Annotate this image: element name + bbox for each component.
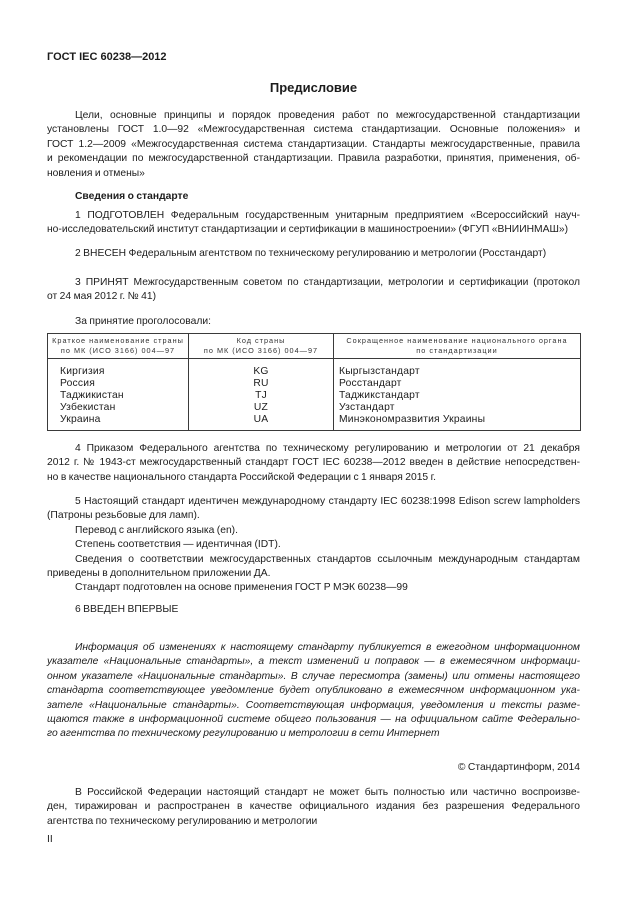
table-row [48, 414, 581, 431]
table-cell-body: Узстандарт [334, 402, 581, 414]
table-header-row [48, 334, 581, 359]
column-header-line: Сокращенное наименование национального органа [346, 336, 568, 345]
table-cell-code: UA [189, 414, 334, 431]
table-row [48, 359, 581, 379]
info-notice-line: щаются также в информационной системе общего пользования — на официальном сайте Федерально- [47, 714, 580, 726]
section-heading [47, 190, 580, 204]
item-identity-line: 5 Настоящий стандарт идентичен международному стандарту IEC 60238:1998 Edison screw lampholders [75, 496, 580, 507]
preface-intro-line: и рекомендации по межгосударственной стандартизации. Правила разработки, принятия, применения, об- [47, 153, 580, 165]
table-cell-body: Кыргызстандарт [334, 359, 581, 379]
item-adopted-line: 3 ПРИНЯТ Межгосударственным советом по стандартизации, метрологии и сертификации (протокол [75, 277, 580, 288]
item-identity-line: (Патроны резьбовые для ламп). [47, 510, 200, 522]
preface-intro-line: Цели, основные принципы и порядок проведения работ по межгосударственной стандартизации [75, 110, 580, 121]
column-header-line: Краткое наименование страны [52, 336, 184, 345]
item-introduced [47, 247, 580, 261]
page-number-text: II [47, 834, 53, 845]
section-heading-text: Сведения о стандарте [75, 191, 189, 202]
preface-intro [47, 109, 580, 181]
item-first-edition [47, 603, 580, 617]
reproduction-notice-line: В Российской Федерации настоящий стандарт не может быть полностью или частично воспроизве- [75, 787, 580, 798]
table-cell-country: Украина [48, 414, 189, 431]
column-header-country [48, 334, 189, 359]
item-prepared [47, 209, 580, 238]
column-header-line: по стандартизации [416, 346, 498, 355]
item-first-edition-line: 6 ВВЕДЕН ВПЕРВЫЕ [75, 604, 179, 615]
vote-table [47, 333, 581, 431]
item-enacted-line: 4 Приказом Федерального агентства по техническому регулированию и метрологии от 21 декабря [75, 443, 580, 454]
column-header-code [189, 334, 334, 359]
item-adopted-line: от 24 мая 2012 г. № 41) [47, 291, 157, 303]
column-header-line: по МК (ИСО 3166) 004—97 [203, 346, 319, 355]
reproduction-notice [47, 786, 580, 829]
table-cell-body: Минэкономразвития Украины [334, 414, 581, 431]
item-enacted-line: 2012 г. № 1943-ст межгосударственный стандарт ГОСТ IEC 60238—2012 введен в действие непосредствен- [47, 457, 580, 469]
translation-note: Перевод с английского языка (en). [75, 524, 238, 536]
reproduction-notice-line: ден, тиражирован и распространен в качестве официального издания без разрешения Федерального [47, 801, 580, 813]
table-cell-code: KG [189, 359, 334, 379]
info-notice [47, 641, 580, 742]
item-enacted-line: но в качестве национального стандарта Российской Федерации с 1 января 2015 г. [47, 471, 436, 483]
page-title: Предисловие [269, 80, 358, 95]
column-header-line: по МК (ИСО 3166) 004—97 [60, 346, 176, 355]
basis-note: Стандарт подготовлен на основе применения ГОСТ Р МЭК 60238—99 [75, 582, 408, 594]
preface-intro-line: ГОСТ 1.2—2009 «Межгосударственная система стандартизации. Стандарты межгосударственные, правила [47, 138, 580, 150]
document-code-header: ГОСТ IEC 60238—2012 [47, 51, 167, 63]
info-notice-line: Информация об изменениях к настоящему стандарту публикуется в ежегодном информационном [75, 642, 580, 653]
reproduction-notice-line: агентства по техническому регулированию и метрологии [47, 815, 318, 827]
table-row [48, 390, 581, 402]
column-header-line: Код страны [236, 336, 286, 345]
table-cell-code: RU [189, 378, 334, 390]
table-cell-country: Узбекистан [48, 402, 189, 414]
column-header-body [334, 334, 581, 359]
table-cell-code: UZ [189, 402, 334, 414]
preface-intro-line: новления и отмены» [47, 167, 145, 179]
table-cell-country: Киргизия [48, 359, 189, 379]
item-adopted [47, 276, 580, 305]
references-note-line: приведены в дополнительном приложении ДА. [47, 568, 271, 580]
item-prepared-line: 1 ПОДГОТОВЛЕН Федеральным государственным унитарным предприятием «Всероссийский науч- [75, 210, 580, 221]
table-row [48, 402, 581, 414]
copyright-text: © Стандартинформ, 2014 [457, 762, 580, 773]
votes-caption [47, 315, 580, 329]
item-identity [47, 495, 580, 596]
info-notice-line: зателе «Национальные стандарты». Соответствующая информация, уведомления и тексты разме- [47, 699, 580, 711]
info-notice-line: го агентства по техническому регулированию и метрологии в сети Интернет [47, 728, 440, 740]
references-note-line: Сведения о соответствии межгосударственных стандартов ссылочным международным стандартам [75, 553, 580, 565]
table-cell-code: TJ [189, 390, 334, 402]
info-notice-line: указателе «Национальные стандарты», а текст изменений и поправок — в ежемесячном информаци- [47, 656, 580, 668]
preface-intro-line: установлены ГОСТ 1.0—92 «Межгосударственная система стандартизации. Основные положения» и [47, 124, 580, 136]
page-number [47, 833, 580, 847]
table-cell-country: Таджикистан [48, 390, 189, 402]
copyright [47, 761, 580, 775]
info-notice-line: онном указателе «Национальные стандарты». В случае пересмотра (замены) или отмены настоящего [47, 670, 580, 682]
item-introduced-line: 2 ВНЕСЕН Федеральным агентством по техническому регулированию и метрологии (Росстандарт) [75, 248, 547, 259]
conformity-note: Степень соответствия — идентичная (IDT). [75, 539, 281, 551]
table-row [48, 378, 581, 390]
info-notice-line: стандарта соответствующее уведомление будет опубликовано в ежемесячном информационном ука- [47, 685, 580, 697]
table-cell-body: Росстандарт [334, 378, 581, 390]
table-cell-body: Таджикстандарт [334, 390, 581, 402]
table-cell-country: Россия [48, 378, 189, 390]
item-enacted [47, 442, 580, 485]
item-prepared-line: но-исследовательский институт стандартизации и сертификации в машиностроении» (ФГУП «ВНИИНМАШ») [47, 224, 569, 236]
votes-caption-text: За принятие проголосовали: [75, 316, 211, 327]
